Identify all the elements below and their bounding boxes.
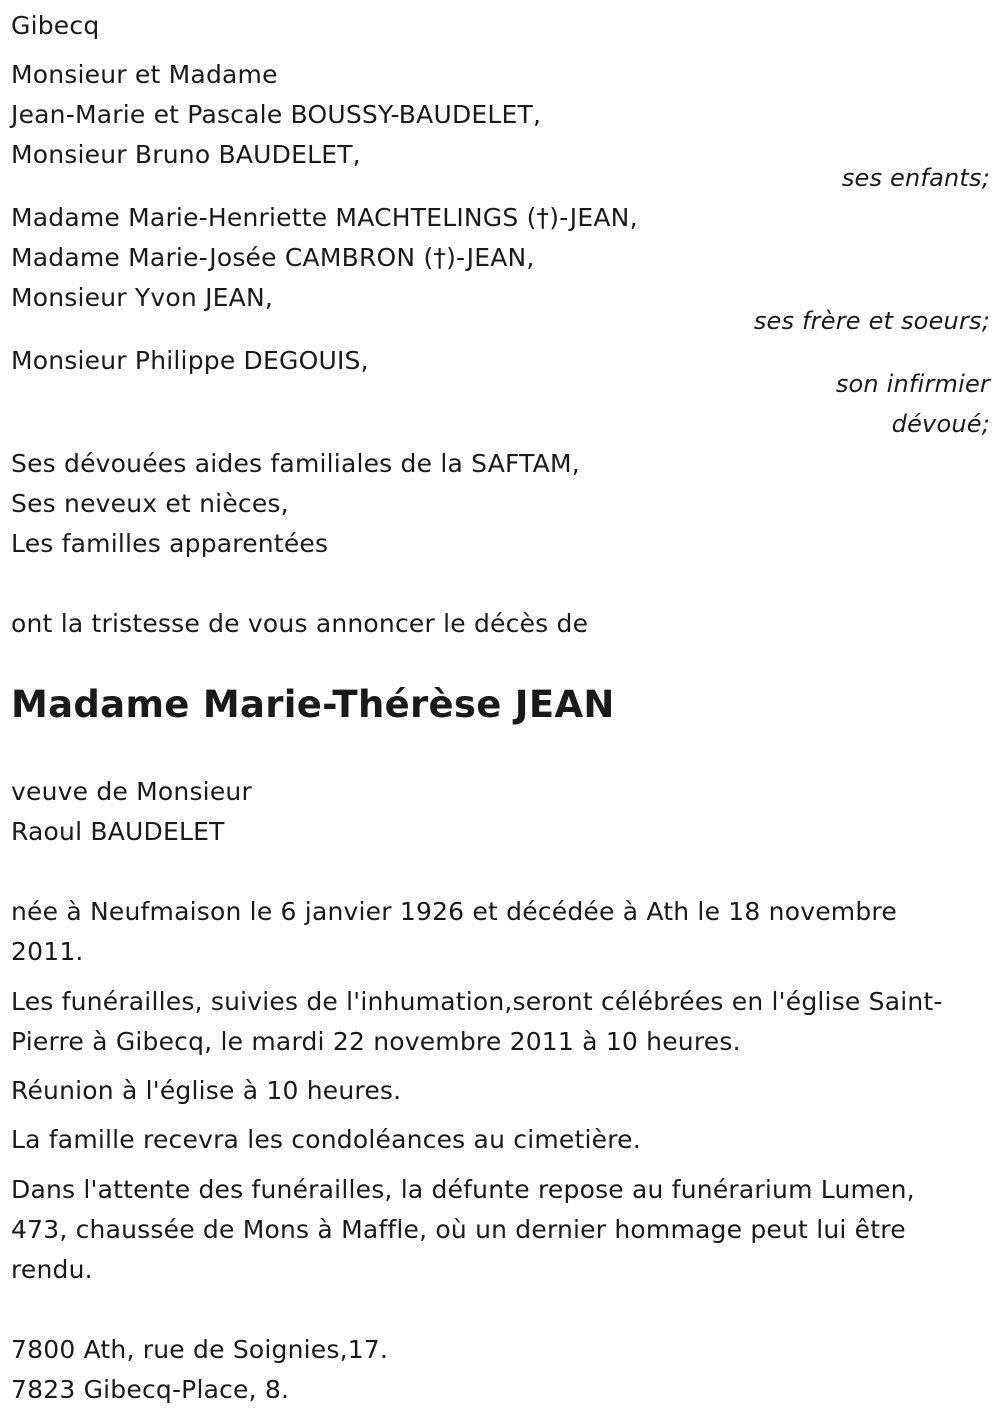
others-section bbox=[11, 444, 990, 564]
siblings-line-1: Madame Marie-Henriette MACHTELINGS (†)-JEAN, bbox=[11, 203, 638, 232]
funeral-info: Les funérailles, suivies de l'inhumation,seront célébrées en l'église Saint-Pierre à Gibecq, le mardi 22 novembre 2011 à 10 heures. bbox=[11, 987, 943, 1056]
location: Gibecq bbox=[11, 11, 100, 40]
widow-line-1: veuve de Monsieur bbox=[11, 777, 252, 806]
announcement: ont la tristesse de vous annoncer le décès de bbox=[11, 609, 589, 638]
children-line-3: Monsieur Bruno BAUDELET, bbox=[11, 140, 361, 169]
nurse-role-2: dévoué; bbox=[891, 410, 990, 438]
birth-death: née à Neufmaison le 6 janvier 1926 et décédée à Ath le 18 novembre 2011. bbox=[11, 897, 897, 966]
addresses bbox=[11, 1330, 990, 1410]
meeting-info: Réunion à l'église à 10 heures. bbox=[11, 1076, 402, 1105]
siblings-line-2: Madame Marie-Josée CAMBRON (†)-JEAN, bbox=[11, 243, 535, 272]
siblings-role: ses frère et soeurs; bbox=[753, 307, 990, 335]
nurse-line: Monsieur Philippe DEGOUIS, bbox=[11, 346, 369, 375]
children-role: ses enfants; bbox=[841, 164, 990, 192]
others-line-1: Ses dévouées aides familiales de la SAFTAM, bbox=[11, 449, 580, 478]
widow-section bbox=[11, 772, 990, 852]
nurse-role-1: son infirmier bbox=[835, 370, 990, 398]
address-line-2: 7823 Gibecq-Place, 8. bbox=[11, 1375, 290, 1404]
children-section bbox=[11, 55, 990, 175]
children-line-2: Jean-Marie et Pascale BOUSSY-BAUDELET, bbox=[11, 100, 542, 129]
others-line-2: Ses neveux et nièces, bbox=[11, 489, 289, 518]
siblings-line-3: Monsieur Yvon JEAN, bbox=[11, 283, 274, 312]
siblings-section bbox=[11, 198, 990, 318]
condolences-info: La famille recevra les condoléances au cimetière. bbox=[11, 1125, 641, 1154]
others-line-3: Les familles apparentées bbox=[11, 529, 329, 558]
children-line-1: Monsieur et Madame bbox=[11, 60, 278, 89]
repose-info: Dans l'attente des funérailles, la défunte repose au funérarium Lumen, 473, chaussée de Mons à Maffle, où un dernier hommage peut lui être rendu. bbox=[11, 1175, 915, 1284]
deceased-name: Madame Marie-Thérèse JEAN bbox=[11, 683, 615, 726]
widow-line-2: Raoul BAUDELET bbox=[11, 817, 225, 846]
address-line-1: 7800 Ath, rue de Soignies,17. bbox=[11, 1335, 389, 1364]
